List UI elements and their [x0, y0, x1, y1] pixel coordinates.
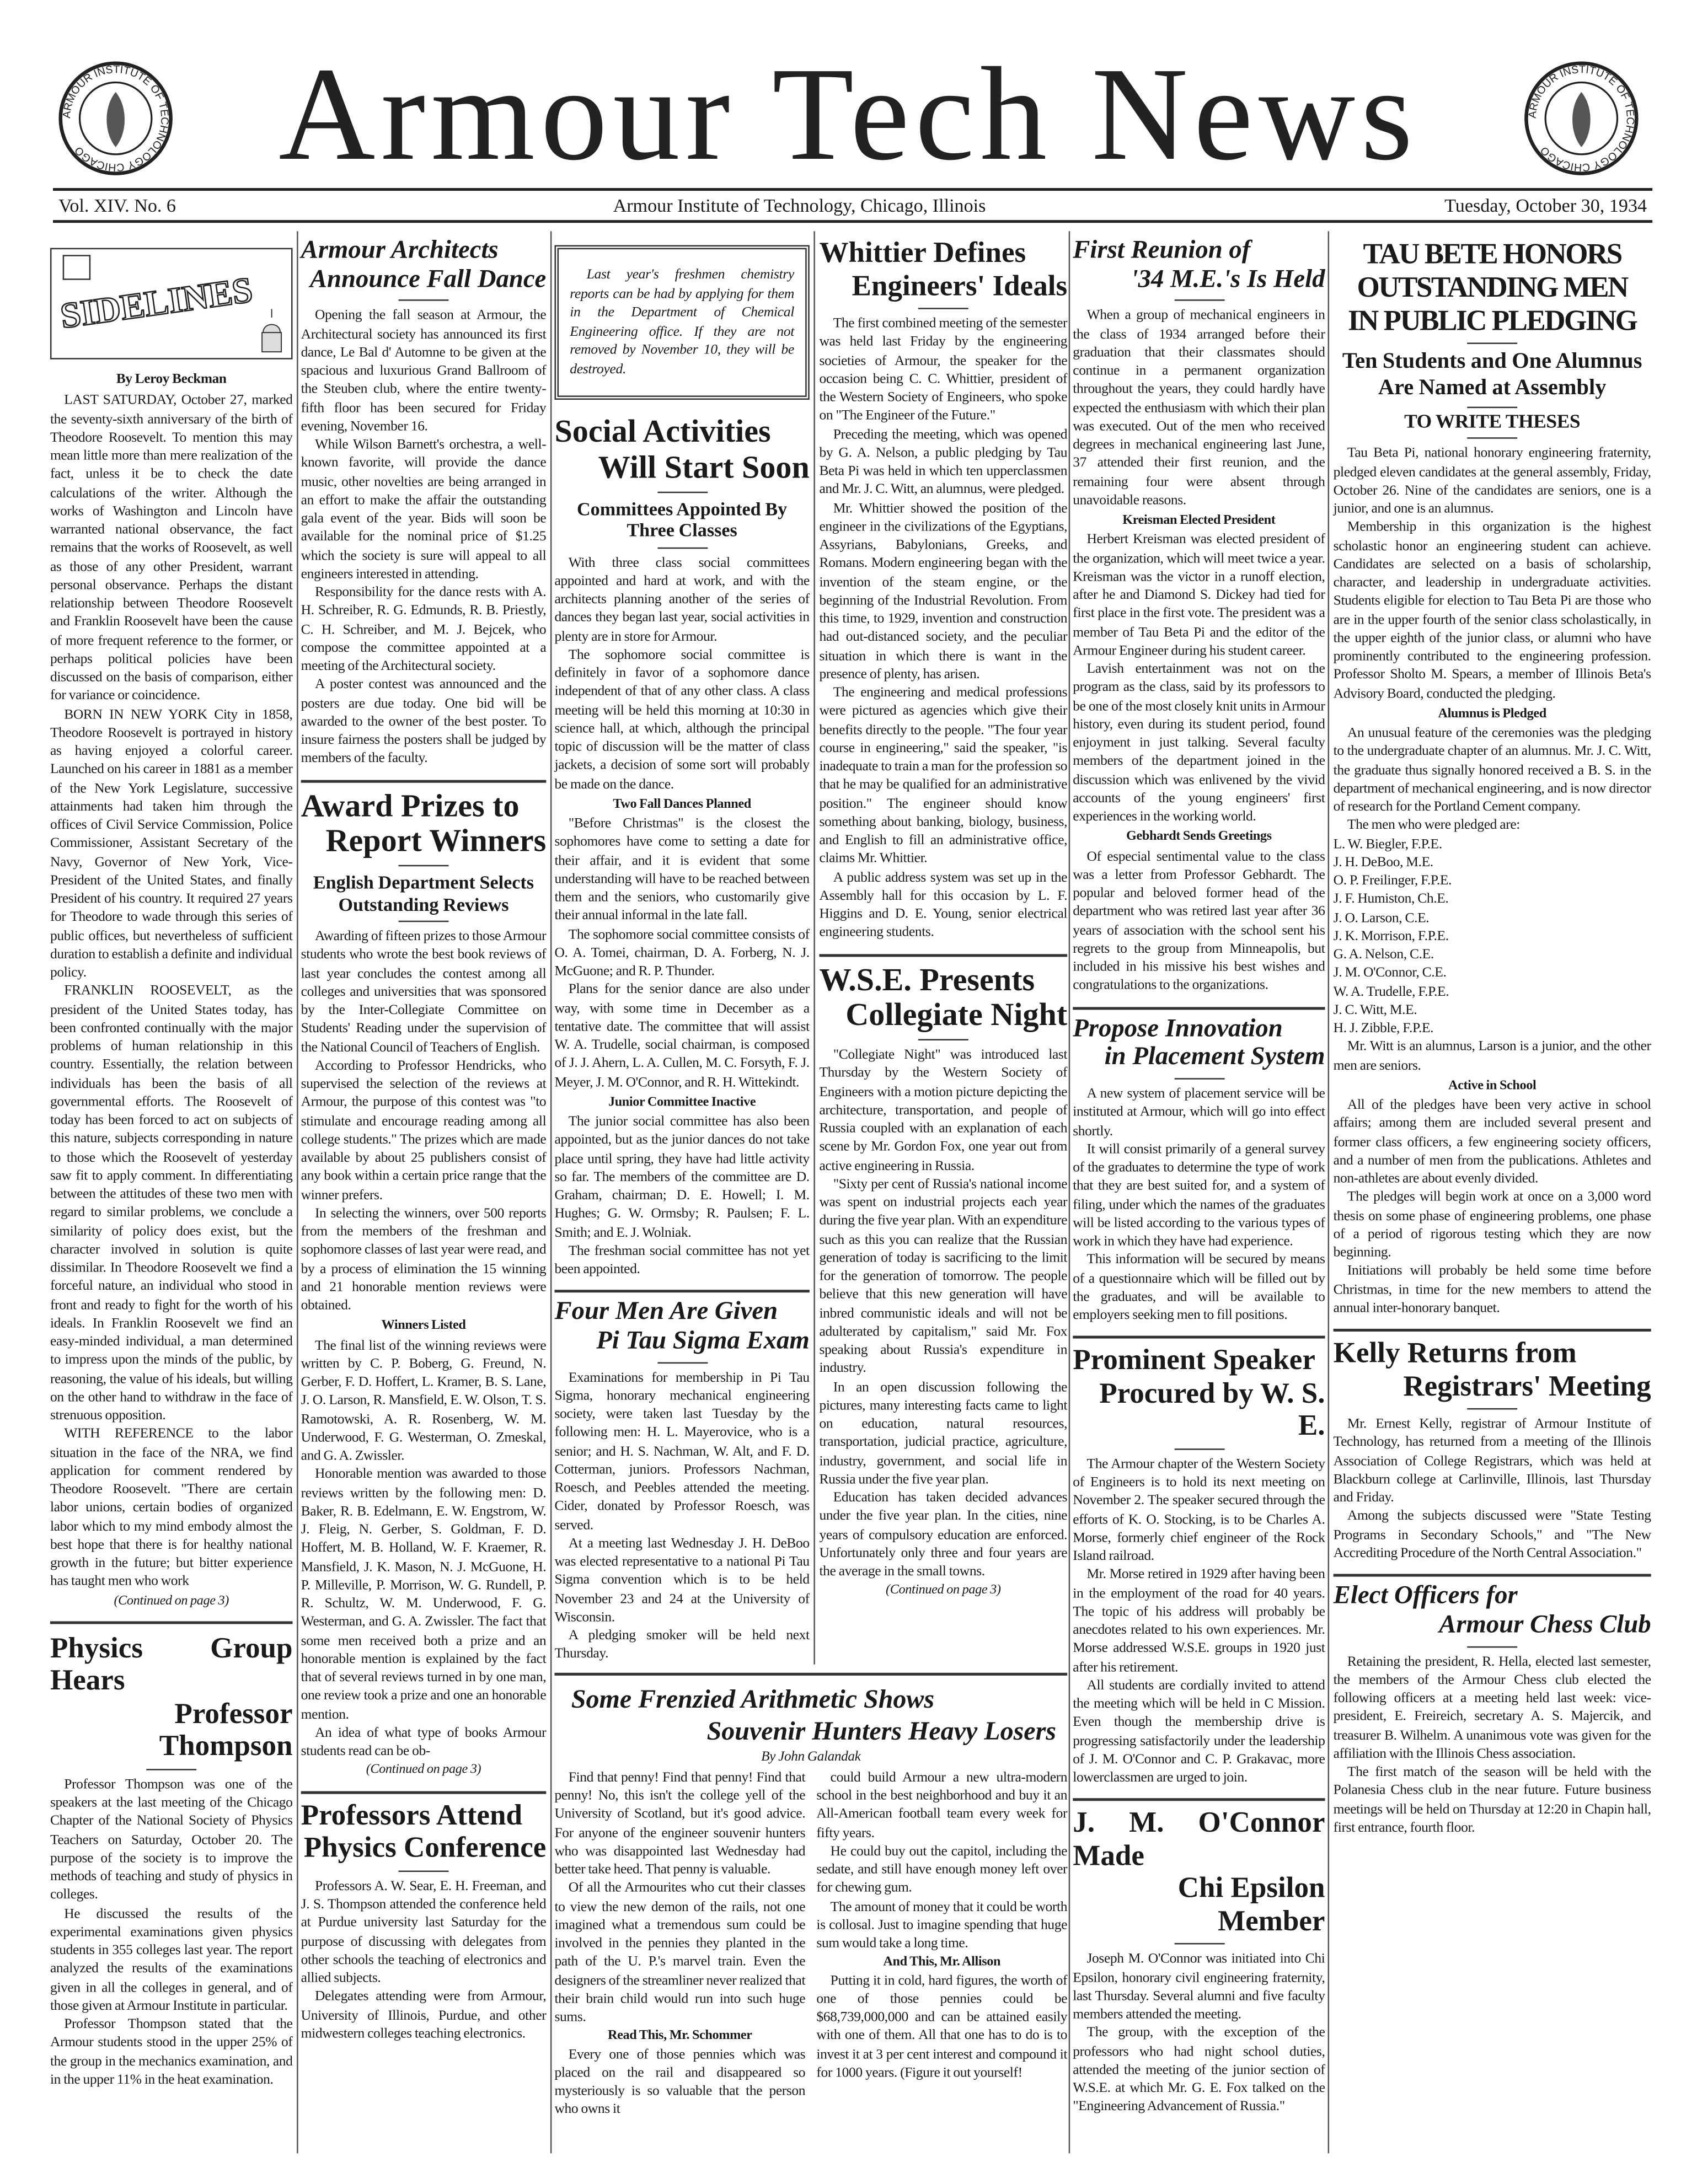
- article-whittier: [819, 237, 1067, 942]
- paragraph: He could buy out the capitol, including the sedate, and still have enough money left over for chewing gum.: [816, 1844, 1068, 1897]
- headline-dash: [918, 1039, 968, 1041]
- list-item: J. K. Morrison, F.P.E.: [1333, 929, 1449, 945]
- sidelines-logo: [50, 248, 293, 359]
- headline: [819, 237, 1067, 302]
- paragraph: While Wilson Barnett's orchestra, a well-known favorite, will provide the dance music, other novelties are being arranged in an effort to make the affair the outstanding gala event of the year. Bids will soon be available for the nominal price of $1.25 which the society is sure will appeal to all engineers interested in attending.: [301, 437, 547, 582]
- article-award-prizes: [301, 788, 547, 1780]
- headline: [554, 414, 809, 485]
- divider: [1073, 1336, 1325, 1339]
- paragraph: Professors A. W. Sear, E. H. Freeman, and J. S. Thompson attended the conference held at Purdue university last Saturday for the purpose of discussing with delegates from other schools the teaching of electronics and allied subjects.: [301, 1879, 547, 1987]
- continued-note: (Continued on page 3): [366, 1762, 481, 1778]
- paragraph: Every one of those pennies which was placed on the rail and disappeared so mysteriously is so valuable that the person who owns it: [554, 2047, 806, 2118]
- notice-box: Last year's freshmen chemistry reports can be had by applying for them in the Department of Chemical Engineering office. If they are not removed by November 10, they will be destroyed.: [554, 245, 809, 400]
- subheading: Alumnus is Pledged: [1438, 706, 1546, 722]
- column-5: [1073, 231, 1325, 2117]
- paragraph: The junior social committee has also been appointed, but as the junior dances do not take place until spring, they have had little activity so far. The members of the committee are D. Graham, chairman; D. E. Howell; I. M. Hughes; G. W. Ormsby; R. Paulsen; F. L. Smith; and E. J. Wolniak.: [554, 1114, 810, 1241]
- headline-line: Report Winners: [325, 824, 547, 859]
- headline: [1334, 1582, 1651, 1640]
- subheading: Winners Listed: [381, 1318, 466, 1334]
- paragraph: The men who were pledged are:: [1347, 818, 1520, 834]
- paragraph: Education has taken decided advances under the five year plan. In the cities, nine years of compulsory education are enforced. Unfortunately only three and four years are the average in the small towns.: [819, 1490, 1068, 1580]
- headline-line: Physics Group Hears: [50, 1630, 293, 1697]
- dateline: [56, 195, 1650, 217]
- paragraph: Mr. Ernest Kelly, registrar of Armour Institute of Technology, has returned from a meeting of the Illinois Association of College Registrars, which was held at Blackburn college at Carlinville, Illinois, last Thursday and Friday.: [1333, 1416, 1651, 1506]
- byline: By John Galandak: [761, 1749, 861, 1764]
- paragraph: Membership in this organization is the highest scholastic honor an engineering student can achieve. Candidates are selected on a basis of scholarship, character, and leadership in undergraduate activities. Students eligible for election to Tau Beta Pi are those who are in the upper fourth of the senior class scholastically, in the upper eighth of the junior class, or alumni who have prominently contributed to the engineering profession. Professor Sholto M. Spears, a member of Illinois Beta's Advisory Board, conducted the pledging.: [1333, 520, 1651, 702]
- subheading: Two Fall Dances Planned: [613, 796, 751, 812]
- list-item: J. F. Humiston, Ch.E.: [1333, 892, 1449, 908]
- columns-3-4: [554, 231, 1067, 2119]
- headline-line: Engineers' Ideals: [852, 268, 1068, 302]
- headline-line: Four Men Are Given: [554, 1298, 778, 1327]
- paragraph: The first match of the season will be held with the Polanesia Chess club in the near future. Future business meetings will be held on Thursday at 12:20 in Chapin hall, first entrance, fourth floor.: [1333, 1765, 1651, 1836]
- masthead-rule-top: [53, 188, 1652, 191]
- headline-line: Armour Chess Club: [1439, 1611, 1651, 1640]
- paragraph: The sophomore social committee consists of O. A. Tomei, chairman, D. A. Forberg, N. J. McGuone; and R. P. Thunder.: [554, 927, 810, 979]
- headline-line: Professor Thompson: [159, 1696, 293, 1763]
- divider: [301, 1791, 547, 1794]
- headline-line: Some Frenzied Arithmetic Shows: [571, 1684, 935, 1714]
- headline-line: Registrars' Meeting: [1403, 1369, 1651, 1403]
- paragraph: Professor Thompson stated that the Armour students stood in the upper 25% of the group in the mechanics examination, and in the upper 11% in the heat examination.: [50, 2016, 293, 2088]
- institution-name: Armour Institute of Technology, Chicago, Illinois: [613, 195, 986, 216]
- subheading: Kreisman Elected President: [1122, 513, 1276, 528]
- article-kelly-returns: [1334, 1338, 1651, 1563]
- headline: [554, 1298, 809, 1356]
- paragraph: Delegates attending were from Armour, University of Illinois, Purdue, and other midwestern colleges teaching electronics.: [301, 1989, 547, 2042]
- paragraph: Retaining the president, R. Hella, elected last semester, the members of the Armour Chess club elected the following officers at a meeting held last week: vice-president, E. Freireich, secretary A. S. Majercik, and treasurer B. Wilhelm. A unanimous vote was given for the affiliation with the Illinois Chess association.: [1333, 1654, 1651, 1762]
- subheading: Read This, Mr. Schommer: [607, 2029, 752, 2044]
- masthead-rule-bottom: [53, 220, 1652, 223]
- headline-dash: [1467, 343, 1517, 345]
- paragraph: Professor Thompson was one of the speakers at the last meeting of the Chicago Chapter of the National Society of Physics Teachers on Saturday, October 20. The purpose of the society is to improve the methods of teaching and study of physics in colleges.: [50, 1777, 293, 1903]
- headline-dash: [399, 865, 449, 867]
- article-social-activities: [554, 414, 809, 1279]
- paragraph: An unusual feature of the ceremonies was the pledging to the undergraduate chapter of an alumnus. Mr. J. C. Witt, the graduate thus signally honored received a B. S. in the department of mechanical engineering, and is now director of research for the Portland Cement company.: [1333, 726, 1651, 815]
- institute-seal-right: [1522, 58, 1641, 178]
- paragraph: Tau Beta Pi, national honorary engineering fraternity, pledged eleven candidates at the general assembly, Friday, October 26. Nine of the candidates are seniors, one is a junior, and one is an alumnus.: [1333, 446, 1651, 517]
- paragraph: All of the pledges have been very active in school affairs; among them are included several present and former class officers, a few engineering society officers, and a number of men from the publications. Athletes and non-athletes are about evenly divided.: [1333, 1098, 1651, 1187]
- headline-line: Armour Architects: [301, 237, 499, 265]
- list-item: O. P. Freilinger, F.P.E.: [1333, 873, 1452, 889]
- headline-line: IN PUBLIC PLEDGING: [1347, 304, 1637, 338]
- headline: [1073, 1807, 1325, 1938]
- paragraph: A pledging smoker will be held next Thursday.: [554, 1628, 810, 1662]
- list-item: J. M. O'Connor, C.E.: [1333, 965, 1447, 981]
- article-chi-epsilon: [1073, 1807, 1325, 2117]
- divider: [1073, 1007, 1325, 1010]
- paragraph: The first combined meeting of the semester was held last Friday by the engineering societies of Armour, the speaker for the occasion being C. C. Whittier, president of the Western Society of Engineers, who spoke on "The Engineer of the Future.": [819, 316, 1068, 424]
- article-wse-collegiate-night: [819, 962, 1067, 1600]
- headline-dash: [1174, 1448, 1224, 1450]
- paragraph: could build Armour a new ultra-modern school in the best neighborhood and buy it an All-American football team every week for fifty years.: [816, 1770, 1068, 1841]
- headline-line: Souvenir Hunters Heavy Losers: [706, 1716, 1056, 1747]
- headline-line: First Reunion of: [1073, 237, 1251, 265]
- list-item: J. H. DeBoo, M.E.: [1333, 855, 1433, 871]
- headline-line: OUTSTANDING MEN: [1357, 270, 1628, 304]
- headline-line: Social Activities: [554, 414, 771, 449]
- headline: [301, 788, 547, 860]
- article-prominent-speaker: [1073, 1345, 1325, 1788]
- paragraph: Herbert Kreisman was elected president of the organization, which will meet twice a year. Kreisman was the victor in a runoff election, after he and Diamond S. Dickey had tied for first place in the first vote. The president was a member of Tau Beta Pi and the editor of the Armour Engineer during his student career.: [1073, 533, 1325, 659]
- headline-dash: [1467, 438, 1517, 439]
- divider: [1334, 1329, 1651, 1332]
- headline-line: TAU BETE HONORS: [1363, 237, 1621, 271]
- paragraph: The group, with the exception of the professors who had night school duties, attended the meeting of the junior section of W.S.E. at which Mr. G. E. Fox talked on the "Engineering Advancement of Russia.": [1073, 2026, 1325, 2115]
- divider: [819, 953, 1067, 956]
- seal-text: ARMOUR INSTITUTE OF TECHNOLOGY CHICAGO: [1526, 63, 1637, 174]
- headline-dash: [399, 921, 449, 922]
- divider: [50, 1621, 293, 1624]
- headline-dash: [146, 1769, 196, 1770]
- paragraph: At a meeting last Wednesday J. H. DeBoo was elected representative to a national Pi Tau Sigma convention which is to be held November 23 and 24 at the University of Wisconsin.: [554, 1536, 810, 1625]
- column-rule: [297, 231, 298, 2153]
- article-pi-tau-sigma: [554, 1298, 809, 1664]
- subheading: And This, Mr. Allison: [883, 1955, 1001, 1971]
- headline-dash: [1467, 407, 1517, 409]
- headline-line: Elect Officers for: [1333, 1582, 1518, 1611]
- headline-line: Will Start Soon: [598, 449, 810, 485]
- list-item: G. A. Nelson, C.E.: [1333, 947, 1434, 963]
- headline-dash: [657, 547, 707, 549]
- paragraph: The sophomore social committee is definitely in favor of a sophomore dance independent of that of any other class. A class meeting will be held this morning at 10:30 in science hall, at which, although the principal topic of discussion will be the matter of class jackets, a decision of some sort will probably be made on the dance.: [554, 647, 810, 792]
- column-4: [813, 231, 1067, 1664]
- divider: [554, 1290, 809, 1293]
- sidelines-logo-text: SIDELINES: [58, 269, 255, 337]
- paragraph: "Collegiate Night" was introduced last Thursday by the Western Society of Engineers with a motion picture depicting the architecture, transportation, and people of Russia coupled with an explanation of each scene by Mr. Gordon Fox, one year out from active engineering in Russia.: [819, 1047, 1068, 1174]
- headline-line: Professors Attend: [301, 1797, 522, 1832]
- headline-dash: [1174, 300, 1224, 302]
- headline: [301, 1799, 547, 1865]
- paragraph: The freshman social committee has not yet been appointed.: [554, 1243, 810, 1278]
- paragraph: Honorable mention was awarded to those reviews written by the following men: D. Baker, R. B. Edelmann, E. W. Engstrom, W. J. Fleig, N. Gerber, S. Goldman, F. D. Hoffert, M. B. Holland, W. F. Kraemer, R. Mansfield, J. K. Mason, N. J. McGuone, H. P. Milleville, P. Morrison, W. G. Rundell, P. R. Schultz, W. M. Underwood, F. G. Westerman, and G. A. Zwissler. The fact that some men received both a prize and an honorable mention is explained by the fact that of several reviews turned in by one man, one review took a prize and one an honorable mention.: [301, 1467, 547, 1723]
- paragraph: The final list of the winning reviews were written by C. P. Boberg, G. Freund, N. Gerber, F. D. Hoffert, L. Kramer, B. S. Lane, J. O. Larson, R. Mansfield, E. W. Olson, T. S. Ramotowski, A. R. Rosenberg, W. M. Underwood, F. G. Westerman, O. Zmeskal, and G. A. Zwissler.: [301, 1338, 547, 1464]
- seal-text: ARMOUR INSTITUTE OF TECHNOLOGY CHICAGO: [60, 63, 171, 174]
- headline-line: W.S.E. Presents: [819, 962, 1035, 997]
- headline-dash: [657, 491, 707, 492]
- list-item: J. O. Larson, C.E.: [1333, 910, 1430, 926]
- paragraph: According to Professor Hendricks, who supervised the selection of the reviews at Armour, the purpose of this contest was "to stimulate and encourage reading among all college students." The prizes which are made available by about 25 publishers consist of any book within a certain price range that the winner prefers.: [301, 1058, 547, 1203]
- paragraph: In selecting the winners, over 500 reports from the members of the freshman and sophomore classes of last year were read, and by a process of elimination the 15 winning and 21 honorable mention reviews were obtained.: [301, 1206, 547, 1314]
- article-architects-dance: [301, 237, 547, 768]
- paragraph: The pledges will begin work at once on a 3,000 word thesis on some phase of engineering problems, one phase of a period of rigorous testing which they are now beginning.: [1333, 1190, 1651, 1261]
- paragraph: WITH REFERENCE to the labor situation in the face of the NRA, we find application for comment rendered by Theodore Roosevelt. "There are certain labor unions, certain bodies of organized labor which to my mind embody almost the best hope that there is for healthy national growth in the future; but bitter experience has taught men who work: [50, 1426, 293, 1590]
- paragraph: Responsibility for the dance rests with A. H. Schreiber, R. G. Edmunds, R. B. Priestly, C. H. Schreiber, and M. J. Bejcek, who compose the committee appointed at a meeting of the Architectural society.: [301, 585, 547, 675]
- article-tau-bete: [1334, 237, 1651, 1318]
- headline-line: Collegiate Night: [845, 997, 1068, 1033]
- paragraph: LAST SATURDAY, October 27, marked the seventy-sixth anniversary of the birth of Theodore Roosevelt. To mention this may mean little more than mere realization of the fact, unless it be to check the date calculations of the writer. Although the works of Washington and Lincoln have warranted national observance, the fact remains that the works of Roosevelt, as well as those of any other President, warrant personal observance. Perhaps the distant relationship between Theodore Roosevelt and Franklin Roosevelt have been the cause of more frequent reference to the former, or perhaps political policies have been discussed on the basis of comparison, either for variance or coincidence.: [50, 393, 293, 704]
- paragraph: With three class social committees appointed and hard at work, and with the architects planning another of the series of dances they began last year, social activities in plenty are in store for Armour.: [554, 555, 810, 645]
- headline-line: Physics Conference: [303, 1830, 547, 1864]
- headline-line: J. M. O'Connor Made: [1073, 1805, 1325, 1872]
- frenzied-left-column: [554, 1769, 805, 2119]
- paragraph: Among the subjects discussed were "State Testing Programs in Secondary Schools," and "The New Accrediting Procedure of the North Central Association.": [1333, 1509, 1651, 1561]
- paragraph: Mr. Morse retired in 1929 after having been in the employment of the road for 40 years. The topic of his address will probably be anecdotes related to his own experiences. Mr. Morse addressed W.S.E. groups in 1920 just after his retirement.: [1073, 1567, 1325, 1676]
- paragraph: Mr. Witt is an alumnus, Larson is a junior, and the other men are seniors.: [1333, 1039, 1651, 1074]
- paragraph: Joseph M. O'Connor was initiated into Chi Epsilon, honorary civil engineering fraternity, last Thursday. Several alumni and five faculty members attended the meeting.: [1073, 1952, 1325, 2023]
- headline-dash: [399, 300, 449, 302]
- headline-dash: [657, 1362, 707, 1364]
- headline: [50, 1632, 293, 1763]
- headline-line: Procured by W. S. E.: [1099, 1376, 1325, 1442]
- headline-line: Award Prizes to: [301, 787, 520, 823]
- headline: [301, 237, 547, 294]
- paragraph: BORN IN NEW YORK City in 1858, Theodore Roosevelt is portrayed in history as having enjoyed a colorful career. Launched on his career in 1881 as a member of the New York Legislature, successive attainments had taken him through the offices of Civil Service Commission, Police Commissioner, Assistant Secretary of the Navy, Governor of New York, Vice-President of the United States, and finally President of his country. It required 27 years for Theodore to wade through this series of public offices, but nevertheless of sufficient duration to establish a definite and individual policy.: [50, 706, 293, 981]
- headline-line: Whittier Defines: [819, 235, 1026, 269]
- paragraph: He discussed the results of the experimental examinations given physics students in 355 colleges last year. The report analyzed the results of the examinations given in all the colleges in general, and of those given at Armour Institute in particular.: [50, 1906, 293, 2014]
- deck-headline: English Department Selects Outstanding Reviews: [313, 872, 534, 915]
- paragraph: Examinations for membership in Pi Tau Sigma, honorary mechanical engineering society, were taken last Tuesday by the following men: H. L. Mayerovice, who is a senior; and H. S. Nachman, W. Alt, and F. D. Cotterman, juniors. Professors Nachman, Roesch, and Peebles attended the meeting. Cider, donated by Professor Roesch, was served.: [554, 1370, 810, 1533]
- article-chess-club: [1334, 1582, 1651, 1837]
- headline-line: Prominent Speaker: [1073, 1343, 1315, 1377]
- paragraph: A public address system was set up in the Assembly hall for this occasion by L. F. Higgins and D. E. Young, senior electrical engineering students.: [819, 870, 1068, 941]
- column-1: [50, 231, 293, 2089]
- headline: [1334, 237, 1651, 337]
- continued-note: (Continued on page 3): [114, 1592, 229, 1608]
- paragraph: Lavish entertainment was not on the program as the class, said by its professors to be one of the most closely knit units in Armour history, even during its student period, found enjoyment in just talking. Several faculty members of the department joined in the discussion which was enlivened by the vivid accounts of the young engineers' first experiences in the working world.: [1073, 662, 1325, 825]
- paragraph: Mr. Whittier showed the position of the engineer in the civilizations of the Egyptians, Assyrians, Babylonians, Greeks, and Romans. Modern engineering began with the invention of the steam engine, or the beginning of the Industrial Revolution. From this time, to 1929, invention and construction had out-distanced society, and the peculiar situation in which there is want in the presence of plenty, has arisen.: [819, 501, 1068, 683]
- capitol-dome-icon: [258, 308, 286, 355]
- headline-line: Kelly Returns from: [1333, 1336, 1577, 1370]
- paragraph: Plans for the senior dance are also under way, with some time in December as a tentative date. The committee that will assist W. A. Trudelle, social chairman, is composed of J. J. Ahern, L. A. Cullen, M. C. Forsyth, F. J. Meyer, J. M. O'Connor, and R. H. Wittekindt.: [554, 982, 810, 1090]
- continued-note: (Continued on page 3): [886, 1582, 1001, 1598]
- headline-dash: [1174, 1944, 1224, 1945]
- headline-line: Propose Innovation: [1073, 1015, 1283, 1043]
- article-frenzied-arithmetic: [554, 1672, 1067, 2119]
- deck-headline: Ten Students and One Alumnus Are Named at Assembly: [1342, 350, 1642, 400]
- column-6: [1334, 231, 1651, 1837]
- paragraph: A poster contest was announced and the posters are due today. One bid will be awarded to the owner of the best poster. To insure fairness the posters shall be judged by members of the faculty.: [301, 677, 547, 767]
- headline-line: Pi Tau Sigma Exam: [596, 1327, 810, 1355]
- institute-seal-left: [56, 58, 175, 178]
- headline-dash: [399, 1870, 449, 1872]
- headline-dash: [1174, 1078, 1224, 1080]
- paragraph: Of all the Armourites who cut their classes to view the new demon of the rails, not one imagined what a tremendous sum could be involved in the pennies they planted in the path of the U. P.'s marvel train. Even the designers of the streamliner never realized that their brain child would run into such huge sums.: [554, 1881, 806, 2026]
- paragraph: In an open discussion following the pictures, many interesting facts came to light on education, natural resources, transportation, judicial practice, agriculture, industry, government, and social life in Russia under the five year plan.: [819, 1380, 1068, 1488]
- column-rule: [1069, 231, 1070, 2153]
- paragraph: Find that penny! Find that penny! Find that penny! No, this isn't the college yell of the University of Scotland, but it's good advice. For anyone of the engineer souvenir hunters who was disappointed last Wednesday had better take heed. That penny is valuable.: [554, 1770, 806, 1878]
- headline: [554, 1683, 1067, 1747]
- paragraph: Initiations will probably be held some time before Christmas, in time for the new members to attend the annual inter-honorary banquet.: [1333, 1264, 1651, 1317]
- list-item: H. J. Zibble, F.P.E.: [1333, 1021, 1434, 1037]
- sidelines-column: [50, 371, 293, 1610]
- list-item: J. C. Witt, M.E.: [1333, 1002, 1417, 1018]
- headline: [1073, 237, 1325, 294]
- headline: [819, 962, 1067, 1033]
- headline-line: Chi Epsilon Member: [1177, 1871, 1325, 1938]
- headline-dash: [918, 308, 968, 309]
- column-2: [301, 231, 547, 2043]
- paragraph: "Before Christmas" is the closest the sophomores have come to setting a date for their affair, and it is evident that some understanding will have to be reached between them and the seniors, who customarily give their annual informal in the late fall.: [554, 816, 810, 924]
- headline-line: in Placement System: [1104, 1044, 1325, 1072]
- column-rule: [550, 231, 552, 2153]
- headline-line: Announce Fall Dance: [309, 265, 547, 294]
- paragraph: Of especial sentimental value to the class was a letter from Professor Gebhardt. The popular and beloved former head of the department who was retired last year after 36 years of association with the school sent his regrets to the group from Minneapolis, but included in his missive his best wishes and congratulations to the organizations.: [1073, 849, 1325, 994]
- paragraph: FRANKLIN ROOSEVELT, as the president of the United States today, has been confronted continually with the major problems of human relationship in this country. Essentially, the relation between individuals has been the basis of all governmental efforts. The Roosevelt of today has been forced to act on subjects of this nature, subjects corresponding in nature to those which the Roosevelt of yesterday saw fit to apply comment. In differentiating between the attitudes of these two men with regard to similar problems, we conclude a similarity of policy does exist, but the character involved in solution is quite dissimilar. In Theodore Roosevelt we find a forceful nature, an individual who stood in front and ready to fight for the worth of his ideals. In Franklin Roosevelt we find an easy-minded individual, a man determined to impress upon the minds of the public, by reasoning, the value of his ideals, but willing on the other hand to withdraw in the face of strenuous opposition.: [50, 984, 293, 1424]
- paragraph: When a group of mechanical engineers in the class of 1934 arranged before their graduation that their classmates should continue in a permanent organization throughout the years, they could hardly have expected the enthusiasm with which their plan was executed. Out of the men who received degrees in mechanical engineering last June, 37 attended their first reunion, and the remaining four were absent through unavoidable reasons.: [1073, 308, 1325, 508]
- issue-date: Tuesday, October 30, 1934: [1444, 195, 1647, 216]
- paragraph: This information will be secured by means of a questionnaire which will be filled out by the graduates, and will be available to employers seeking men to fill positions.: [1073, 1252, 1325, 1324]
- paragraph: The Armour chapter of the Western Society of Engineers is to hold its next meeting on November 2. The speaker secured through the efforts of K. O. Stocking, is to be Charles A. Morse, formerly chief engineer of the Rock Island railroad.: [1073, 1457, 1325, 1565]
- divider: [301, 780, 547, 782]
- deck-headline-secondary: TO WRITE THESES: [1404, 412, 1581, 434]
- paragraph: It will consist primarily of a general survey of the graduates to determine the type of work that they are best suited for, and a system of filing, under which the names of the graduates will be listed according to the various types of work in which they have had experience.: [1073, 1142, 1325, 1250]
- headline: [1334, 1338, 1651, 1403]
- headline-line: '34 M.E.'s Is Held: [1131, 265, 1325, 294]
- frenzied-right-column: [816, 1769, 1067, 2119]
- scroll-icon: [63, 255, 91, 280]
- paragraph: The engineering and medical professions were pictured as agencies which give their benefits directly to the people. "The four year course in engineering," said the speaker, "is inadequate to train a man for the profession so that he may be qualified for an administrative position." The engineer should know something about banking, biology, business, and English to fill an administrative office, claims Mr. Whittier.: [819, 685, 1068, 867]
- divider: [1334, 1574, 1651, 1577]
- byline: By Leroy Beckman: [116, 372, 227, 388]
- headline: [1073, 1015, 1325, 1073]
- article-physics-group: [50, 1632, 293, 2089]
- paragraph: "Sixty per cent of Russia's national income was spent on industrial projects each year during the five year plan. With an expenditure such as this you can realize that the Russian generation of today is sacrificing to the limit for the generation of tomorrow. The people believe that this new generation will have inbred communistic ideals and will not be adulterated by capitalism," said Mr. Fox speaking about Russia's expenditure in industry.: [819, 1177, 1068, 1377]
- list-item: W. A. Trudelle, F.P.E.: [1333, 984, 1449, 1000]
- paragraph: A new system of placement service will be instituted at Armour, which will go into effect shortly.: [1073, 1086, 1325, 1139]
- deck-headline: Committees Appointed By Three Classes: [577, 498, 788, 541]
- paragraph: Putting it in cold, hard figures, the worth of one of those pennies could be $68,739,000,000 and can be attained easily with one of them. All that one has to do is to invest it at 3 per cent interest and compound it for 1000 years. (Figure it out yourself!: [816, 1973, 1068, 2081]
- column-3: [554, 231, 813, 1664]
- paragraph: An idea of what type of books Armour students read can be ob-: [301, 1725, 547, 1760]
- headline: [1073, 1345, 1325, 1443]
- column-rule: [1328, 231, 1330, 2153]
- paragraph: Opening the fall season at Armour, the Architectural society has announced its first dance, Le Bal d' Automne to be given at the spacious and luxurious Grand Ballroom of the Steuben club, where the entire twenty-fifth floor has been secured for Friday evening, November 16.: [301, 308, 547, 434]
- subheading: Gebhardt Sends Greetings: [1126, 829, 1272, 845]
- article-professors-attend: [301, 1799, 547, 2043]
- volume-number: Vol. XIV. No. 6: [58, 195, 176, 216]
- article-placement-system: [1073, 1015, 1325, 1326]
- masthead-title: Armour Tech News: [279, 39, 1418, 189]
- list-item: L. W. Biegler, F.P.E.: [1333, 836, 1442, 852]
- subheading: Active in School: [1448, 1078, 1537, 1093]
- paragraph: Preceding the meeting, which was opened by G. A. Nelson, a public pledging by Tau Beta Pi was held in which ten upperclassmen and Mr. J. C. Witt, an alumnus, were pledged.: [819, 427, 1068, 498]
- paragraph: Awarding of fifteen prizes to those Armour students who wrote the best book reviews of last year concludes the contest among all colleges and universities that was sponsored by the Inter-Collegiate Committee on Students' Reading under the supervision of the National Council of Teachers of English.: [301, 929, 547, 1056]
- article-first-reunion: [1073, 237, 1325, 995]
- headline-dash: [1467, 1646, 1517, 1648]
- paragraph: All students are cordially invited to attend the meeting which will be held in C Mission. Even though the membership drive is progressing satisfactorily under the leadership of J. M. O'Connor and C. P. Grakavac, more lowerclassmen are urged to join.: [1073, 1678, 1325, 1786]
- subheading: Junior Committee Inactive: [608, 1094, 756, 1110]
- headline-dash: [1467, 1408, 1517, 1410]
- divider: [1073, 1799, 1325, 1801]
- paragraph: The amount of money that it could be worth is collosal. Just to imagine spending that huge sum would take a long time.: [816, 1899, 1068, 1952]
